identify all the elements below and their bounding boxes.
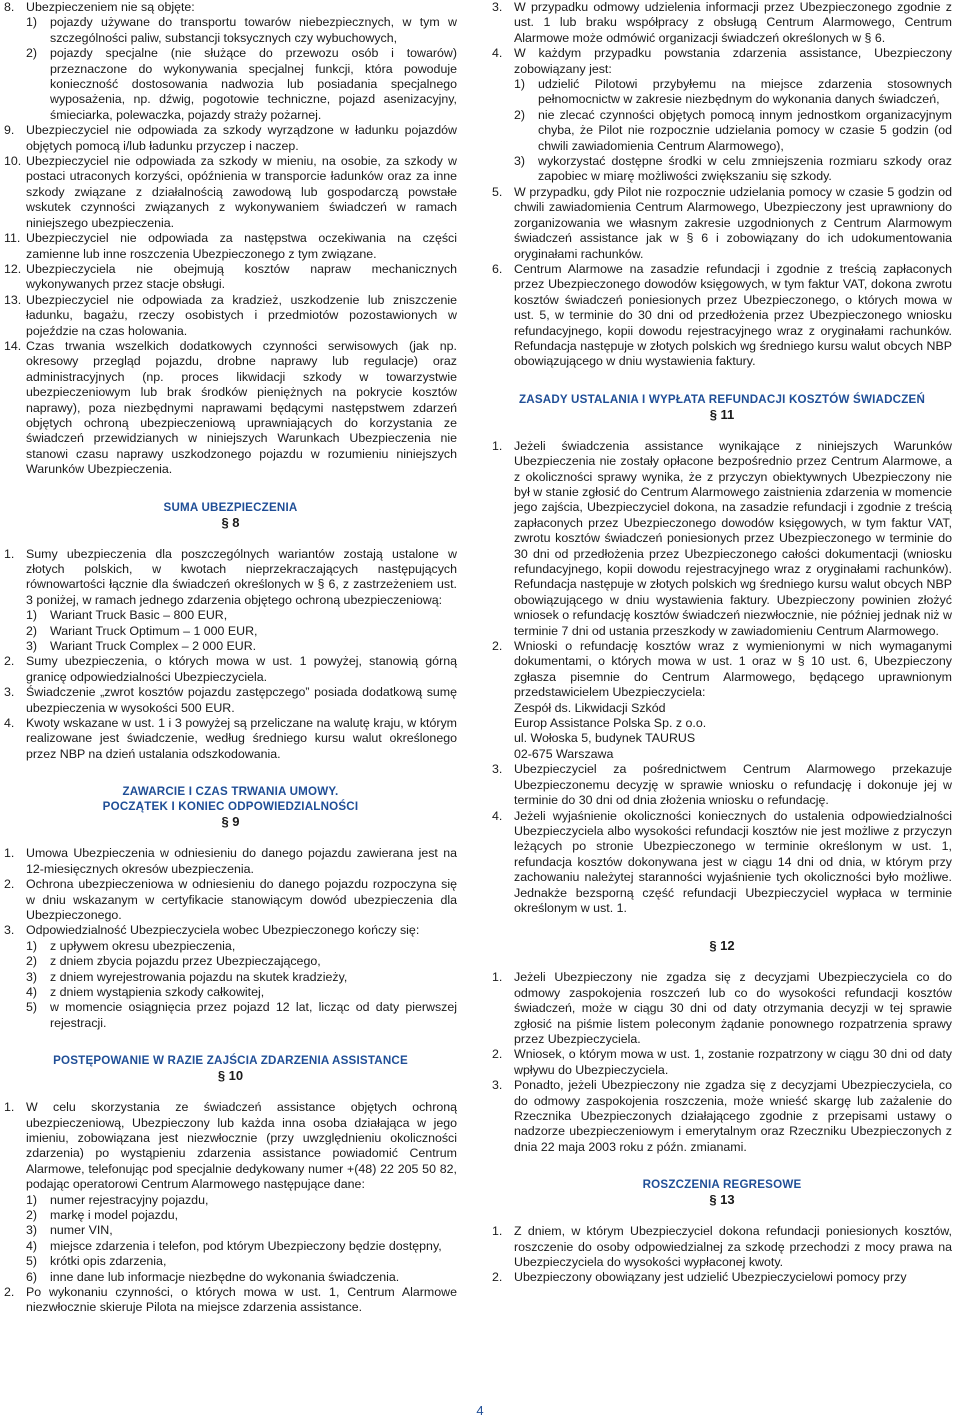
item-number: 3.: [4, 685, 15, 700]
sub-item-number: 4): [26, 984, 38, 999]
list-item: [492, 1224, 952, 1270]
item-text: Sumy ubezpieczenia dla poszczególnych wariantów zostają ustalone w złotych polskich, w kwotach nieprzekraczających następujących równowartości łącznie dla świadczeń określonych w § 6, z zastrzeżeniem ust. 3 poniżej, w ramach jednego zdarzenia objętego ochroną ubezpieczeniową:: [26, 546, 457, 607]
address-line: Zespół ds. Likwidacji Szkód: [514, 700, 666, 715]
item-number: 3.: [4, 923, 15, 938]
sub-item-text: miejsce zdarzenia i telefon, pod którym Ubezpieczony będzie dostępny,: [50, 1238, 442, 1253]
item-number: 2.: [492, 1047, 503, 1062]
list-item: [492, 185, 952, 262]
item-number: 1.: [492, 970, 503, 985]
sub-item: [4, 985, 457, 1000]
list-item: [4, 154, 457, 231]
list-item: [4, 1100, 457, 1192]
item-text: W każdym przypadku powstania zdarzenia assistance, Ubezpieczony zobowiązany jest:: [514, 46, 952, 76]
sub-item: [4, 608, 457, 623]
item-text: Świadczenie „zwrot kosztów pojazdu zastępczego” posiada dodatkową sumę ubezpieczenia w wysokości 500 EUR.: [26, 685, 457, 715]
item-text: Ubezpieczyciel nie odpowiada za szkody w mieniu, na osobie, za szkody w postaci utraconych korzyści, opóźnienia w transporcie ładunków oraz za inne szkody związane z działalnością zawodową lub gospodarczą powstałe wskutek czynności związanych z wykonywaniem świadczeń w ramach niniejszego ubezpieczenia.: [26, 154, 457, 230]
section-heading: ZAWARCIE I CZAS TRWANIA UMOWY.: [122, 785, 339, 799]
sub-item-number: 2): [26, 954, 38, 969]
item-number: 11.: [4, 231, 21, 246]
item-text: Ubezpieczony obowiązany jest udzielić Ubezpieczycielowi pomocy przy: [514, 1270, 907, 1285]
item-number: 2.: [4, 654, 15, 669]
sub-item: [4, 1254, 457, 1269]
section-heading: SUMA UBEZPIECZENIA: [163, 500, 298, 514]
list-item: [492, 0, 952, 46]
item-text: Odpowiedzialność Ubezpieczyciela wobec Ubezpieczonego kończy się:: [26, 923, 420, 938]
list-item: [4, 1285, 457, 1316]
item-number: 10.: [4, 154, 22, 169]
list-item: [492, 1078, 952, 1155]
item-text: Ubezpieczeniem nie są objęte:: [26, 0, 195, 14]
list-item: [4, 716, 457, 762]
section-heading: POSTĘPOWANIE W RAZIE ZAJŚCIA ZDARZENIA ASSISTANCE: [53, 1054, 408, 1068]
item-text: Wnioski o refundację kosztów wraz z wymienionymi w nich wymaganymi dokumentami, o których mowa w ust. 1 oraz w § 10 ust. 6, Ubezpieczony zgłasza pisemnie do Centrum Alarmowego, będącego uprawnionym przedstawicielem Ubezpieczyciela:: [514, 639, 952, 700]
item-text: W przypadku odmowy udzielenia informacji przez Ubezpieczonego zgodnie z ust. 1 lub braku współpracy z obsługą Centrum Alarmowego, Centrum Alarmowe może odmówić organizacji świadczeń określonych w § 6.: [514, 0, 952, 45]
sub-item: [4, 1223, 457, 1238]
sub-item: [492, 154, 952, 185]
item-number: 8.: [4, 0, 15, 14]
section-number: § 13: [709, 1192, 735, 1208]
item-number: 12.: [4, 261, 22, 276]
sub-item: [4, 639, 457, 654]
sub-item-number: 2): [26, 46, 38, 61]
sub-item-text: z dniem zbycia pojazdu przez Ubezpieczającego,: [50, 954, 321, 969]
sub-item-text: markę i model pojazdu,: [50, 1208, 179, 1222]
section-heading: ROSZCZENIA REGRESOWE: [642, 1178, 802, 1192]
list-item: [4, 923, 457, 938]
item-text: W celu skorzystania ze świadczeń assistance objętych ochroną ubezpieczeniową, Ubezpieczony lub każda inna osoba działająca w jego imieniu, zobowiązana jest niezwłocznie (przy uwzględnieniu okoliczności zdarzenia) po wystąpieniu zdarzenia assistance powiadomić Centrum Alarmowe, telefonując pod specjalnie dedykowany numer +(48) 22 205 50 82, podając operatorowi Centrum Alarmowego następujące dane:: [26, 1100, 457, 1192]
item-number: 1.: [4, 846, 15, 861]
sub-item: [4, 954, 457, 969]
item-number: 3.: [492, 762, 503, 777]
sub-item-text: nie zlecać czynności objętych pomocą innym jednostkom organizacyjnym chyba, że Pilot nie rozpocznie udzielania pomocy w czasie 5 godzin (od chwili zawiadomienia Centrum Alarmowego),: [538, 107, 952, 153]
sub-item-text: numer VIN,: [50, 1223, 113, 1238]
sub-item: [4, 1208, 457, 1223]
sub-item-text: udzielić Pilotowi przybyłemu na miejsce zdarzenia stosownych pełnomocnictw w zakresie niezbędnym do wykonania danych świadczeń,: [538, 77, 952, 107]
list-item: [4, 685, 457, 716]
sub-item: [4, 1270, 457, 1285]
list-item: [4, 846, 457, 877]
sub-item: [492, 108, 952, 154]
list-item: [4, 293, 457, 339]
item-number: 9.: [4, 123, 15, 138]
item-number: 6.: [492, 261, 503, 276]
sub-item: [492, 77, 952, 108]
sub-item-number: 1): [26, 938, 38, 953]
sub-item: [4, 939, 457, 954]
sub-item-text: Wariant Truck Basic – 800 EUR,: [50, 608, 228, 623]
item-text: Jeżeli wyjaśnienie okoliczności koniecznych do ustalenia odpowiedzialności Ubezpieczyciela albo wysokości refundacji kosztów nie jest możliwe z przyczyn leżących po stronie Ubezpieczonego w terminie określonym w ust. 1, refundacja kosztów dokonywana jest w ciągu 14 dni od dnia, w którym przy zachowaniu należytej staranności wyjaśnienie tych okoliczności było możliwe. Jednakże bezsporną część refundacji Ubezpieczyciel wypłaca w terminie określonym w ust. 1.: [514, 808, 952, 915]
sub-item-number: 6): [26, 1269, 38, 1284]
sub-item-text: w momencie osiągnięcia przez pojazd 12 lat, licząc od daty pierwszej rejestracji.: [50, 1000, 457, 1030]
sub-item-number: 2): [26, 1208, 38, 1222]
sub-item-number: 1): [26, 15, 38, 30]
item-number: 4.: [492, 808, 503, 823]
sub-item: [4, 1000, 457, 1031]
sub-item-number: 3): [26, 1223, 38, 1238]
item-text: W przypadku, gdy Pilot nie rozpocznie udzielania pomocy w czasie 5 godzin od chwili zawiadomienia Centrum Alarmowego, Ubezpieczony jest uprawniony do zorganizowania we własnym zakresie uzgodnionych z Centrum Alarmowym świadczeń assistance jak w § 6 i zobowiązany do ich udokumentowania oryginałami rachunków.: [514, 184, 952, 261]
section-number: § 11: [709, 406, 735, 422]
sub-item-number: 1): [26, 608, 38, 623]
sub-item: [4, 1239, 457, 1254]
sub-item-number: 3): [26, 969, 38, 984]
sub-item-text: Wariant Truck Optimum – 1 000 EUR,: [50, 623, 258, 638]
item-text: Wniosek, o którym mowa w ust. 1, zostanie rozpatrzony w ciągu 30 dni od daty wpływu do Ubezpieczyciela.: [514, 1047, 952, 1077]
item-number: 2.: [4, 877, 15, 892]
sub-item-text: wykorzystać dostępne środki w celu zmniejszenia rozmiaru szkody oraz zapobiec w miarę możliwości zwiększaniu się szkody.: [538, 154, 952, 184]
sub-item-text: pojazdy używane do transportu towarów niebezpiecznych, w tym w szczególności paliw, substancji toksycznych czy wybuchowych,: [50, 15, 457, 45]
list-item: [492, 439, 952, 639]
right-column: [492, 0, 952, 1286]
sub-item-number: 2): [26, 623, 38, 638]
section-number: § 9: [221, 814, 240, 830]
item-number: 14.: [4, 338, 22, 353]
sub-item: [4, 1193, 457, 1208]
sub-item-number: 1): [514, 77, 526, 92]
list-item: [4, 339, 457, 478]
sub-item-number: 5): [26, 1000, 38, 1015]
item-text: Kwoty wskazane w ust. 1 i 3 powyżej są przeliczane na walutę kraju, w którym realizowane jest świadczenie, według średniego kursu walut określonego przez NBP na dzień ustalania odszkodowania.: [26, 716, 457, 761]
item-text: Czas trwania wszelkich dodatkowych czynności serwisowych (jak np. okresowy przegląd pojazdu, drobne naprawy lub regulacje) oraz administracyjnych (np. proces likwidacji szkody w towarzystwie ubezpieczeniowym lub brak środków pieniężnych na pokrycie kosztów naprawy), poza niezbędnymi naprawami będącymi następstwem zdarzeń objętych ochroną ubezpieczeniową uprawniających do korzystania ze świadczeń przewidzianych w niniejszych Warunkach Ubezpieczenia nie stanowi czasu naprawy uszkodzonego pojazdu w rozumieniu niniejszych Warunków Ubezpieczenia.: [26, 338, 457, 477]
list-item: [492, 639, 952, 701]
item-text: Ochrona ubezpieczeniowa w odniesieniu do danego pojazdu rozpoczyna się w dniu wskazanym w certyfikacie stanowiącym dowód ubezpieczenia dla Ubezpieczonego.: [26, 877, 457, 922]
item-text: Ponadto, jeżeli Ubezpieczony nie zgadza się z decyzjami Ubezpieczyciela, co do odmowy zaspokojenia roszczenia, może wnieść skargę lub zażalenie do Rzecznika Ubezpieczonych działającego zgodnie z przepisami ustawy o nadzorze ubezpieczeniowym i emerytalnym oraz Rzeczniku Ubezpieczonych z dnia 22 maja 2003 roku z późn. zmianami.: [514, 1078, 952, 1154]
item-number: 13.: [4, 292, 22, 307]
address-line: Europ Assistance Polska Sp. z o.o.: [514, 716, 707, 731]
list-item: [492, 970, 952, 1047]
sub-item-text: z upływem okresu ubezpieczenia,: [50, 938, 236, 953]
item-number: 2.: [4, 1285, 15, 1300]
sub-item-number: 5): [26, 1254, 38, 1269]
left-column: [4, 0, 457, 1316]
list-item: [492, 1047, 952, 1078]
item-number: 5.: [492, 184, 503, 199]
list-item: [4, 231, 457, 262]
address-line: ul. Wołoska 5, budynek TAURUS: [514, 731, 696, 746]
list-item: [492, 262, 952, 370]
sub-item-text: numer rejestracyjny pojazdu,: [50, 1192, 209, 1207]
item-text: Ubezpieczyciel nie odpowiada za następstwa oczekiwania na części zamienne lub inne roszczenia Ubezpieczonego z tym związane.: [26, 231, 457, 261]
sub-item-number: 3): [26, 639, 38, 654]
section-number: § 10: [217, 1068, 244, 1084]
sub-item-text: z dniem wyrejestrowania pojazdu na skutek kradzieży,: [50, 969, 348, 984]
section-number: § 8: [221, 514, 240, 530]
sub-item-number: 1): [26, 1192, 38, 1207]
section-number: § 12: [709, 938, 735, 954]
sub-item-number: 4): [26, 1238, 38, 1253]
item-number: 2.: [492, 1270, 503, 1285]
sub-item: [4, 624, 457, 639]
address-line: 02-675 Warszawa: [514, 746, 614, 761]
item-number: 1.: [492, 1224, 503, 1239]
item-number: 1.: [4, 546, 15, 561]
sub-item-text: pojazdy specjalne (nie służące do przewozu osób i towarów) przeznaczone do wykonywania specjalnej funkcji, która powoduje konieczność dostosowania nadwozia lub posiadania specjalnego wyposażenia, np. dźwig, pogotowie techniczne, pojazd asenizacyjny, śmieciarka, polewaczka, pojazdy straży pożarnej.: [50, 46, 457, 122]
item-text: Po wykonaniu czynności, o których mowa w ust. 1, Centrum Alarmowe niezwłocznie skieruje Pilota na miejsce zdarzenia assistance.: [26, 1285, 457, 1315]
sub-item: [4, 970, 457, 985]
item-number: 4.: [4, 716, 15, 731]
item-text: Ubezpieczyciel nie odpowiada za szkody wyrządzone w ładunku pojazdów objętych pomocą i/lub ładunku przyczep i naczep.: [26, 123, 457, 153]
sub-item-text: Wariant Truck Complex – 2 000 EUR.: [50, 639, 257, 654]
item-text: Ubezpieczyciel nie odpowiada za kradzież, uszkodzenie lub zniszczenie ładunku, bagażu, rzeczy osobistych i przedmiotów pozostawionych w pojeździe na czas holowania.: [26, 292, 457, 338]
sub-item-number: 2): [514, 107, 526, 122]
list-item: [492, 809, 952, 917]
list-item: [492, 46, 952, 77]
list-item: [492, 762, 952, 808]
list-item: [4, 547, 457, 609]
item-number: 1.: [4, 1100, 15, 1115]
item-text: Z dniem, w którym Ubezpieczyciel dokona refundacji poniesionych kosztów, roszczenie do osoby odpowiedzialnej za szkodę przechodzi z mocy prawa na Ubezpieczyciela do wysokości wypłaconej kwoty.: [514, 1224, 952, 1270]
item-text: Jeżeli Ubezpieczony nie zgadza się z decyzjami Ubezpieczyciela co do odmowy zaspokojenia roszczeń lub co do wysokości refundacji kosztów świadczeń, może w ciągu 30 dni od daty otrzymania decyzji w tej sprawie zgłosić na piśmie listem poleconym żądanie ponownego rozpatrzenia sprawy przez Ubezpieczyciela.: [514, 970, 952, 1046]
list-item: [4, 262, 457, 293]
item-text: Centrum Alarmowe na zasadzie refundacji i zgodnie z treścią zapłaconych przez Ubezpieczonego dowodów księgowych, w tym faktur VAT, dokona zwrotu kosztów świadczeń poniesionych przez Ubezpieczonego, o których mowa w ust. 5, w terminie do 30 dni od przedłożenia przez Ubezpieczonego wniosku refundacyjnego, kopii dowodu rejestracyjnego wraz z oryginałami rachunków. Refundacja następuje w złotych polskich wg średniego kursu walut obcych NBP obowiązującego w dniu wystawienia faktury.: [514, 261, 952, 369]
sub-item: [4, 15, 457, 46]
section-heading: POCZĄTEK I KONIEC ODPOWIEDZIALNOŚCI: [102, 800, 359, 814]
item-text: Ubezpieczyciel za pośrednictwem Centrum Alarmowego przekazuje Ubezpieczonemu decyzję w sprawie wniosku o refundację i dokonuje jej w terminie do 30 dni od dnia złożenia wniosku o refundację.: [514, 762, 952, 808]
list-item: [4, 0, 457, 15]
sub-item-text: krótki opis zdarzenia,: [50, 1254, 167, 1269]
item-text: Sumy ubezpieczenia, o których mowa w ust. 1 powyżej, stanowią górną granicę odpowiedzialności Ubezpieczyciela.: [26, 654, 457, 684]
item-text: Jeżeli świadczenia assistance wynikające z niniejszych Warunków Ubezpieczenia nie zostały opłacone bezpośrednio przez Centrum Alarmowe, a z okoliczności sprawy wynika, że z przyczyn obiektywnych Ubezpieczony nie był w stanie zgłosić do Centrum Alarmowego zaistnienia zdarzenia w momencie jego zajścia, Ubezpieczyciel dokona, na zasadzie refundacji i zgodnie z treścią zapłaconych przez Ubezpieczonego dowodów księgowych, w tym faktur VAT, zwrotu kosztów świadczeń poniesionych przez Ubezpieczonego w terminie do 30 dni od przedłożenia przez Ubezpieczonego całości dokumentacji (wniosku refundacyjnego, kopii dowodu rejestracyjnego wraz z oryginałami rachunków). Refundacja następuje w złotych polskich wg średniego kursu walut obcych NBP obowiązującego w dniu wystawienia faktury. Ubezpieczony powinien złożyć wniosek o refundację kosztów świadczeń niezwłocznie, nie później jednak niż w terminie 7 dni od ustania przeszkody w zawiadomieniu Centrum Alarmowego.: [514, 438, 953, 638]
item-number: 3.: [492, 0, 503, 14]
item-number: 1.: [492, 438, 503, 453]
item-text: Ubezpieczyciela nie obejmują kosztów napraw mechanicznych wykonywanych przez stacje obsługi.: [26, 261, 457, 292]
sub-item: [4, 46, 457, 123]
item-number: 2.: [492, 639, 503, 654]
item-number: 4.: [492, 46, 503, 61]
sub-item-text: inne dane lub informacje niezbędne do wykonania świadczenia.: [50, 1269, 400, 1284]
page-number: 4: [476, 1403, 484, 1418]
item-text: Umowa Ubezpieczenia w odniesieniu do danego pojazdu zawierana jest na 12-miesięcznych okresów ubezpieczenia.: [26, 846, 457, 876]
section-heading: ZASADY USTALANIA I WYPŁATA REFUNDACJI KOSZTÓW ŚWIADCZEŃ: [518, 392, 926, 406]
sub-item-text: z dniem wystąpienia szkody całkowitej,: [50, 984, 265, 999]
list-item: [4, 123, 457, 154]
list-item: [492, 1270, 952, 1285]
list-item: [4, 877, 457, 923]
list-item: [4, 654, 457, 685]
item-number: 3.: [492, 1078, 503, 1093]
sub-item-number: 3): [514, 154, 526, 169]
